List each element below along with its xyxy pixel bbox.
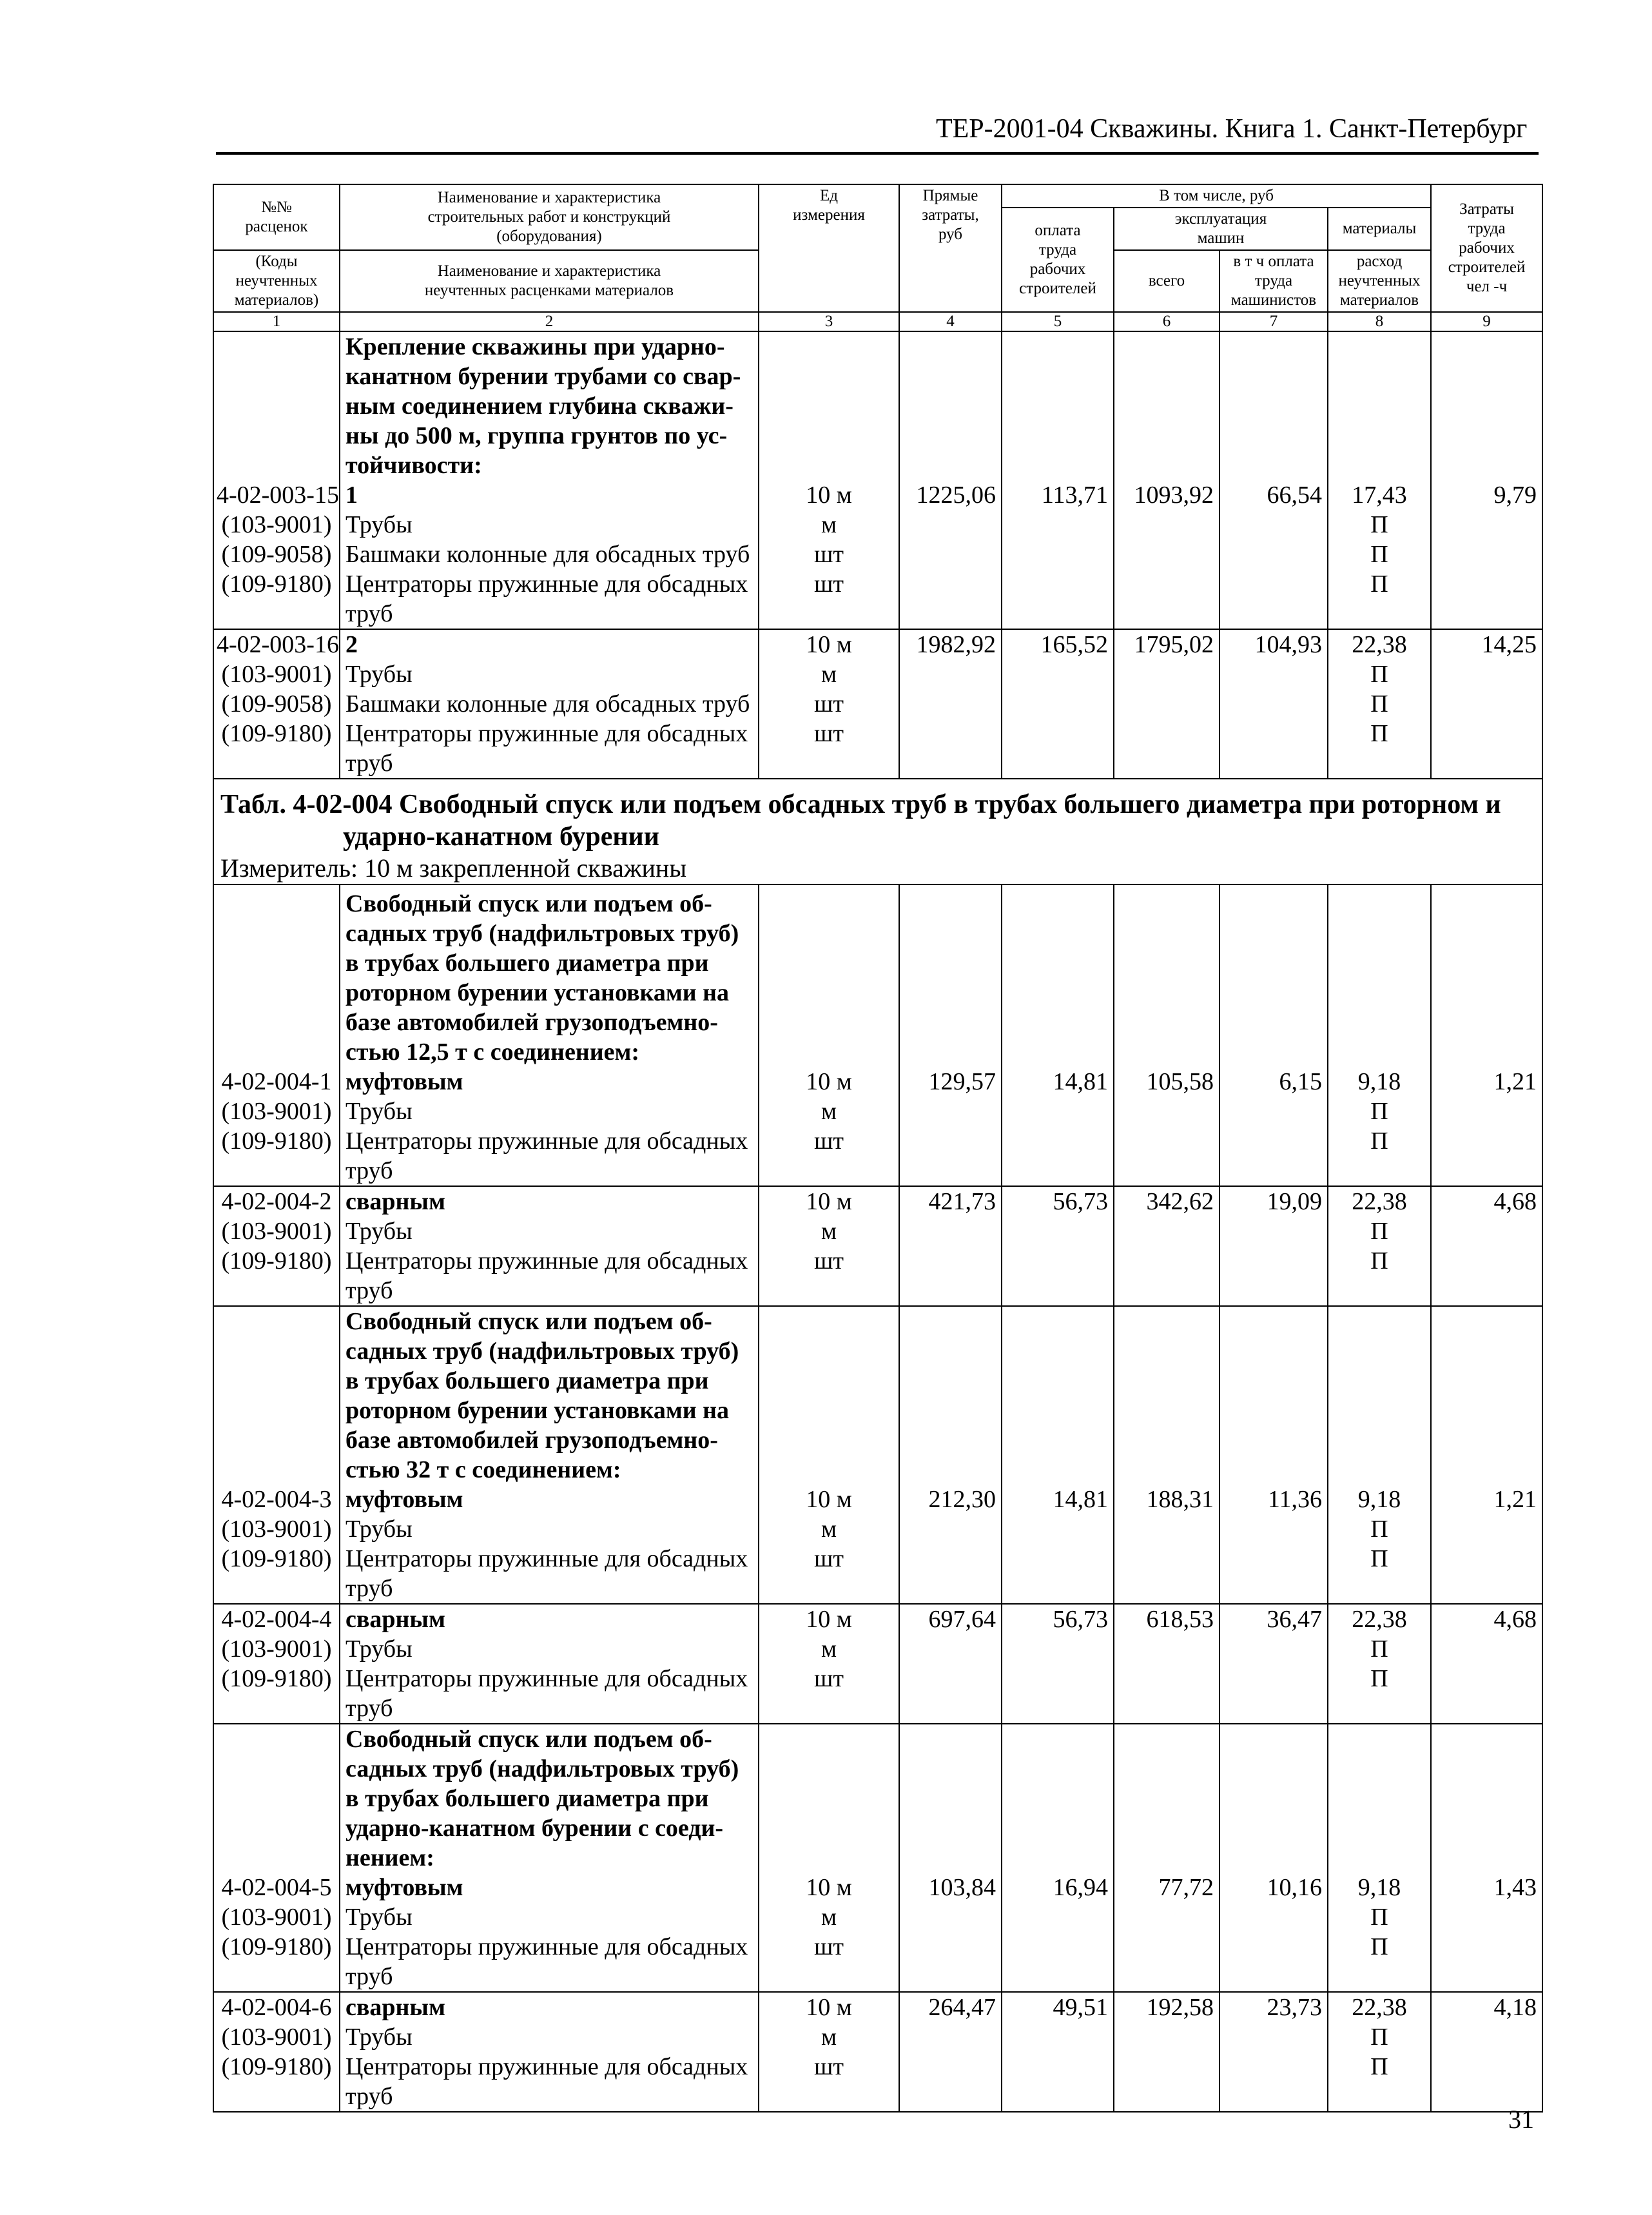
material-row <box>213 540 1542 569</box>
rate-row <box>213 629 1542 659</box>
rate-row <box>213 1992 1542 2022</box>
material-code: (109-9180) <box>213 1544 340 1604</box>
material-name: Трубы <box>340 1902 759 1932</box>
table-header <box>213 184 1542 331</box>
direct-cost: 129,57 <box>899 1067 1002 1097</box>
material-code: (109-9180) <box>213 1932 340 1992</box>
material-row <box>213 1097 1542 1126</box>
col-mat-consumption-header: расход неучтенных материалов <box>1328 250 1431 312</box>
material-name: Центраторы пружинные для обсадных труб <box>340 569 759 629</box>
machine-labor-cost: 11,36 <box>1220 1485 1328 1514</box>
section-description-row <box>213 884 1542 1067</box>
machine-labor-cost: 6,15 <box>1220 1067 1328 1097</box>
labor-hours: 1,43 <box>1431 1873 1542 1902</box>
col-number: 7 <box>1220 312 1328 331</box>
material-name: Центраторы пружинные для обсадных труб <box>340 1246 759 1306</box>
material-row <box>213 1902 1542 1932</box>
rate-code: 4-02-004-5 <box>213 1873 340 1902</box>
col-number: 5 <box>1002 312 1114 331</box>
material-name: Центраторы пружинные для обсадных труб <box>340 1544 759 1604</box>
material-name: Центраторы пружинные для обсадных труб <box>340 1664 759 1724</box>
col-materials-header: материалы <box>1328 208 1431 250</box>
direct-cost: 1225,06 <box>899 480 1002 510</box>
labor-cost: 14,81 <box>1002 1067 1114 1097</box>
material-mark: П <box>1328 569 1431 629</box>
direct-cost: 697,64 <box>899 1604 1002 1634</box>
material-cost: 9,18 <box>1328 1873 1431 1902</box>
rate-unit: 10 м <box>759 1186 899 1216</box>
material-unit: м <box>759 1902 899 1932</box>
labor-hours: 1,21 <box>1431 1067 1542 1097</box>
material-mark: П <box>1328 1634 1431 1664</box>
material-mark: П <box>1328 1246 1431 1306</box>
labor-cost: 14,81 <box>1002 1485 1114 1514</box>
rate-code: 4-02-003-15 <box>213 480 340 510</box>
labor-hours: 4,68 <box>1431 1186 1542 1216</box>
material-unit: шт <box>759 1932 899 1992</box>
direct-cost: 103,84 <box>899 1873 1002 1902</box>
labor-cost: 56,73 <box>1002 1604 1114 1634</box>
material-name: Трубы <box>340 1634 759 1664</box>
rate-name: муфтовым <box>340 1067 759 1097</box>
material-mark: П <box>1328 1097 1431 1126</box>
rate-row <box>213 1604 1542 1634</box>
material-code: (109-9180) <box>213 1664 340 1724</box>
material-name: Трубы <box>340 1097 759 1126</box>
col-unit-header: Ед измерения <box>759 184 899 312</box>
col-materials-name-header: Наименование и характеристика неучтенных расценками материалов <box>340 250 759 312</box>
material-name: Трубы <box>340 510 759 540</box>
labor-hours: 4,18 <box>1431 1992 1542 2022</box>
material-code: (103-9001) <box>213 659 340 689</box>
col-name-header: Наименование и характеристика строительных работ и конструкций (оборудования) <box>340 184 759 250</box>
labor-cost: 49,51 <box>1002 1992 1114 2022</box>
table-title-line: ударно-канатном бурении <box>343 822 659 852</box>
col-mach-total-header: всего <box>1114 250 1220 312</box>
machine-labor-cost: 10,16 <box>1220 1873 1328 1902</box>
material-code: (109-9180) <box>213 569 340 629</box>
material-row <box>213 2022 1542 2052</box>
material-row <box>213 1126 1542 1186</box>
col-number: 9 <box>1431 312 1542 331</box>
material-unit: шт <box>759 689 899 719</box>
rate-code: 4-02-004-1 <box>213 1067 340 1097</box>
machine-labor-cost: 19,09 <box>1220 1186 1328 1216</box>
rate-name: муфтовым <box>340 1485 759 1514</box>
material-mark: П <box>1328 719 1431 779</box>
table-title <box>213 779 1542 884</box>
direct-cost: 1982,92 <box>899 629 1002 659</box>
rate-name: сварным <box>340 1992 759 2022</box>
material-unit: м <box>759 2022 899 2052</box>
col-number: 1 <box>213 312 340 331</box>
labor-cost: 56,73 <box>1002 1186 1114 1216</box>
material-cost: 9,18 <box>1328 1067 1431 1097</box>
table-title-line: Табл. 4-02-004 Свободный спуск или подъем обсадных труб в трубах большего диаметра при роторном и <box>220 790 1501 819</box>
machine-cost: 77,72 <box>1114 1873 1220 1902</box>
material-unit: м <box>759 659 899 689</box>
material-row <box>213 2052 1542 2112</box>
table-title-row <box>213 779 1542 884</box>
material-code: (109-9180) <box>213 1246 340 1306</box>
section-description: Свободный спуск или подъем об- садных труб (надфильтровых труб) в трубах большего диаметра при роторном бурении установками на базе автомобилей грузоподъемно- стью 32 т с соединением: <box>340 1306 759 1485</box>
machine-labor-cost: 104,93 <box>1220 629 1328 659</box>
material-row <box>213 1514 1542 1544</box>
labor-cost: 165,52 <box>1002 629 1114 659</box>
material-cost: 22,38 <box>1328 1604 1431 1634</box>
material-cost: 9,18 <box>1328 1485 1431 1514</box>
labor-hours: 4,68 <box>1431 1604 1542 1634</box>
material-code: (103-9001) <box>213 1902 340 1932</box>
col-group-header: В том числе, руб <box>1002 184 1431 208</box>
rate-unit: 10 м <box>759 480 899 510</box>
material-name: Центраторы пружинные для обсадных труб <box>340 1126 759 1186</box>
material-mark: П <box>1328 540 1431 569</box>
col-number: 3 <box>759 312 899 331</box>
material-row <box>213 1544 1542 1604</box>
material-name: Трубы <box>340 1514 759 1544</box>
machine-cost: 105,58 <box>1114 1067 1220 1097</box>
material-row <box>213 1216 1542 1246</box>
labor-cost: 16,94 <box>1002 1873 1114 1902</box>
section-description-row <box>213 1306 1542 1485</box>
direct-cost: 421,73 <box>899 1186 1002 1216</box>
material-mark: П <box>1328 1902 1431 1932</box>
material-unit: шт <box>759 2052 899 2112</box>
rate-code: 4-02-004-6 <box>213 1992 340 2022</box>
material-name: Трубы <box>340 659 759 689</box>
rate-code: 4-02-004-4 <box>213 1604 340 1634</box>
material-mark: П <box>1328 1932 1431 1992</box>
machine-cost: 342,62 <box>1114 1186 1220 1216</box>
page-header: ТЕР-2001-04 Скважины. Книга 1. Санкт-Петербург <box>936 114 1528 144</box>
material-mark: П <box>1328 1216 1431 1246</box>
material-row <box>213 1634 1542 1664</box>
material-mark: П <box>1328 659 1431 689</box>
header-rule <box>216 152 1539 155</box>
material-mark: П <box>1328 1664 1431 1724</box>
labor-hours: 9,79 <box>1431 480 1542 510</box>
rate-code: 4-02-004-2 <box>213 1186 340 1216</box>
rate-row <box>213 1186 1542 1216</box>
material-row <box>213 1664 1542 1724</box>
material-code: (103-9001) <box>213 1097 340 1126</box>
material-mark: П <box>1328 2052 1431 2112</box>
machine-labor-cost: 36,47 <box>1220 1604 1328 1634</box>
table-measure: Измеритель: 10 м закрепленной скважины <box>220 854 687 883</box>
material-unit: шт <box>759 1246 899 1306</box>
rate-unit: 10 м <box>759 1604 899 1634</box>
material-name: Центраторы пружинные для обсадных труб <box>340 719 759 779</box>
material-unit: м <box>759 1634 899 1664</box>
material-mark: П <box>1328 1514 1431 1544</box>
material-cost: 17,43 <box>1328 480 1431 510</box>
col-number: 6 <box>1114 312 1220 331</box>
rate-unit: 10 м <box>759 1992 899 2022</box>
rate-unit: 10 м <box>759 1485 899 1514</box>
rate-name: сварным <box>340 1604 759 1634</box>
material-row <box>213 659 1542 689</box>
rate-row <box>213 1485 1542 1514</box>
rate-code: 4-02-004-3 <box>213 1485 340 1514</box>
material-code: (109-9180) <box>213 2052 340 2112</box>
col-codes-sub-header: (Коды неучтенных материалов) <box>213 250 340 312</box>
page-number: 31 <box>1508 2105 1534 2134</box>
rate-name: сварным <box>340 1186 759 1216</box>
material-mark: П <box>1328 689 1431 719</box>
material-name: Башмаки колонные для обсадных труб <box>340 540 759 569</box>
material-unit: м <box>759 510 899 540</box>
column-numbers-row <box>213 312 1542 331</box>
rate-code: 4-02-003-16 <box>213 629 340 659</box>
col-mach-labor-header: в т ч оплата труда машинистов <box>1220 250 1328 312</box>
material-code: (103-9001) <box>213 2022 340 2052</box>
material-mark: П <box>1328 1544 1431 1604</box>
material-cost: 22,38 <box>1328 1186 1431 1216</box>
rate-name: 1 <box>340 480 759 510</box>
labor-hours: 1,21 <box>1431 1485 1542 1514</box>
col-machines-header: эксплуатация машин <box>1114 208 1328 250</box>
labor-hours: 14,25 <box>1431 629 1542 659</box>
material-row <box>213 719 1542 779</box>
material-name: Башмаки колонные для обсадных труб <box>340 689 759 719</box>
material-name: Трубы <box>340 1216 759 1246</box>
material-unit: шт <box>759 1544 899 1604</box>
machine-cost: 1795,02 <box>1114 629 1220 659</box>
rate-row <box>213 480 1542 510</box>
material-code: (109-9180) <box>213 1126 340 1186</box>
labor-cost: 113,71 <box>1002 480 1114 510</box>
material-unit: м <box>759 1514 899 1544</box>
machine-labor-cost: 66,54 <box>1220 480 1328 510</box>
material-code: (109-9180) <box>213 719 340 779</box>
rate-row <box>213 1067 1542 1097</box>
col-direct-header: Прямые затраты, руб <box>899 184 1002 312</box>
material-cost: 22,38 <box>1328 629 1431 659</box>
material-mark: П <box>1328 510 1431 540</box>
machine-cost: 188,31 <box>1114 1485 1220 1514</box>
col-number: 4 <box>899 312 1002 331</box>
material-unit: шт <box>759 719 899 779</box>
col-number: 2 <box>340 312 759 331</box>
material-code: (103-9001) <box>213 1514 340 1544</box>
rate-unit: 10 м <box>759 629 899 659</box>
material-unit: шт <box>759 1664 899 1724</box>
material-mark: П <box>1328 2022 1431 2052</box>
material-mark: П <box>1328 1126 1431 1186</box>
material-unit: шт <box>759 569 899 629</box>
rate-name: 2 <box>340 629 759 659</box>
rates-table <box>213 184 1543 2113</box>
section-description-row <box>213 331 1542 480</box>
material-cost: 22,38 <box>1328 1992 1431 2022</box>
material-name: Трубы <box>340 2022 759 2052</box>
material-code: (103-9001) <box>213 1634 340 1664</box>
rate-unit: 10 м <box>759 1067 899 1097</box>
col-labor-header: оплата труда рабочих строителей <box>1002 208 1114 312</box>
machine-labor-cost: 23,73 <box>1220 1992 1328 2022</box>
material-row <box>213 1246 1542 1306</box>
rate-unit: 10 м <box>759 1873 899 1902</box>
material-code: (103-9001) <box>213 510 340 540</box>
material-row <box>213 1932 1542 1992</box>
section-description: Свободный спуск или подъем об- садных труб (надфильтровых труб) в трубах большего диаметра при роторном бурении установками на базе автомобилей грузоподъемно- стью 12,5 т с соединением: <box>340 884 759 1067</box>
section-description: Крепление скважины при ударно- канатном бурении трубами со свар- ным соединением глубина скважи- ны до 500 м, группа грунтов по ус- тойчивости: <box>340 331 759 480</box>
material-row <box>213 689 1542 719</box>
material-row <box>213 510 1542 540</box>
material-code: (109-9058) <box>213 689 340 719</box>
machine-cost: 618,53 <box>1114 1604 1220 1634</box>
col-code-header: №№ расценок <box>213 184 340 250</box>
material-name: Центраторы пружинные для обсадных труб <box>340 1932 759 1992</box>
rate-row <box>213 1873 1542 1902</box>
material-unit: м <box>759 1216 899 1246</box>
material-code: (103-9001) <box>213 1216 340 1246</box>
machine-cost: 192,58 <box>1114 1992 1220 2022</box>
material-row <box>213 569 1542 629</box>
material-unit: шт <box>759 1126 899 1186</box>
material-unit: м <box>759 1097 899 1126</box>
material-unit: шт <box>759 540 899 569</box>
machine-cost: 1093,92 <box>1114 480 1220 510</box>
col-hours-header: Затраты труда рабочих строителей чел -ч <box>1431 184 1542 312</box>
direct-cost: 212,30 <box>899 1485 1002 1514</box>
section-description: Свободный спуск или подъем об- садных труб (надфильтровых труб) в трубах большего диаметра при ударно-канатном бурении с соеди- нением: <box>340 1724 759 1873</box>
material-name: Центраторы пружинные для обсадных труб <box>340 2052 759 2112</box>
col-number: 8 <box>1328 312 1431 331</box>
rate-name: муфтовым <box>340 1873 759 1902</box>
material-code: (109-9058) <box>213 540 340 569</box>
direct-cost: 264,47 <box>899 1992 1002 2022</box>
section-description-row <box>213 1724 1542 1873</box>
